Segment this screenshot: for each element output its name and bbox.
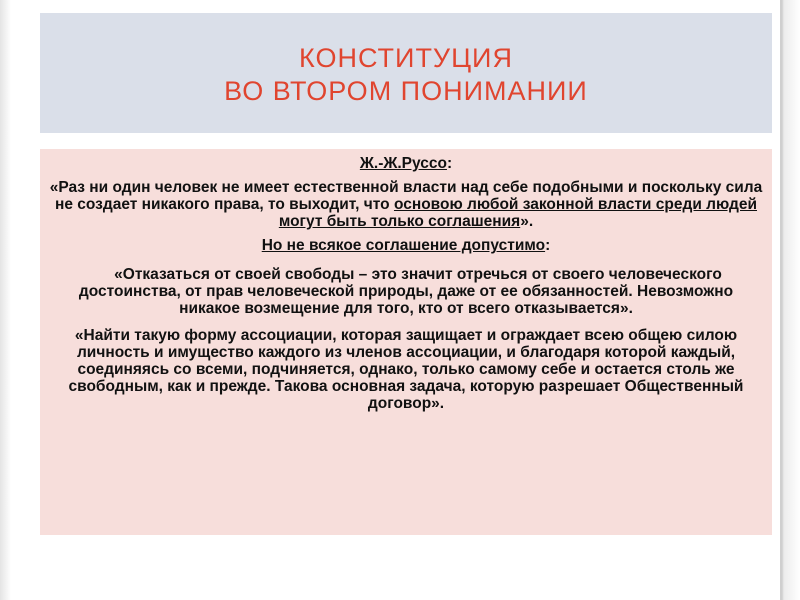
note-text: Но не всякое соглашение допустимо	[261, 237, 546, 254]
author-suffix: :	[446, 155, 453, 172]
left-edge-shadow	[0, 0, 11, 600]
content-box	[40, 149, 772, 535]
quote1-end: ».	[520, 213, 534, 230]
title-box	[40, 13, 772, 133]
slide-title-line-2: ВО ВТОРОМ ПОНИМАНИИ	[224, 76, 588, 106]
quote-paragraph-1	[48, 179, 764, 230]
quote1-start: «Раз ни один человек не имеет естественной власти над себе подобными и поскольку сила не создает никакого права, то выходит, что	[49, 179, 763, 213]
note-suffix: :	[545, 237, 551, 254]
quote-paragraph-3: «Найти такую форму ассоциации, которая защищает и ограждает всею общею силою личность и имущество каждого из членов ассоциации, и благодаря которой каждый, соединяясь со всеми, подчиняется, однако, только самому себе и остается столь же свободным, как и прежде. Такова основная задача, которую разрешает Общественный договор».	[68, 327, 744, 412]
right-border-decoration	[780, 0, 800, 600]
author-paragraph	[48, 155, 764, 172]
note-paragraph	[48, 237, 764, 254]
author-name: Ж.-Ж.Руссо	[359, 155, 447, 172]
slide-title-line-1: КОНСТИТУЦИЯ	[299, 43, 513, 73]
quote1-underlined: основою любой законной власти среди людей могут быть только соглашения	[278, 196, 758, 230]
quote-paragraph-2: «Отказаться от своей свободы – это значит отречься от своего человеческого достоинства, от прав человеческой природы, даже от ее обязанностей. Невозможно никакое возмещение для того, кто от всего отказывается».	[78, 266, 734, 317]
